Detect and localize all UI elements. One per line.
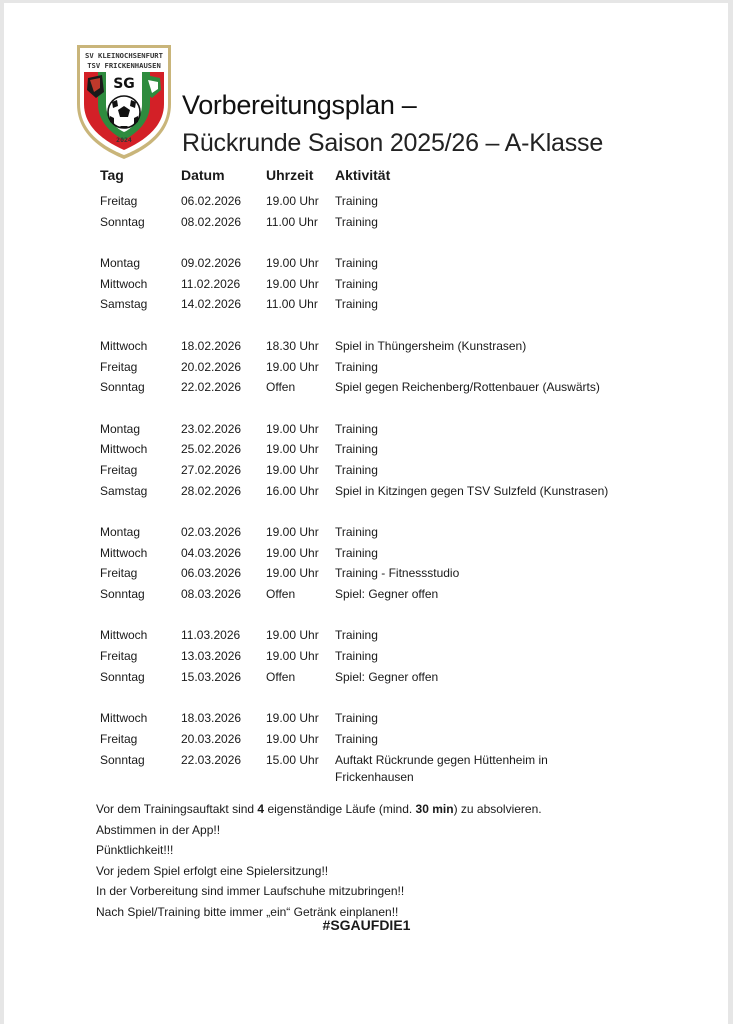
cell-aktivitaet: Training [335,194,378,208]
cell-datum: 06.03.2026 [181,566,242,581]
cell-datum: 11.03.2026 [181,628,241,643]
crest-year: 2024 [116,136,132,144]
note-line-shoes: In der Vorbereitung sind immer Laufschuhe mitzubringen!! [96,884,405,898]
cell-tag: Freitag [100,194,138,208]
notes-block [96,799,542,922]
cell-aktivitaet: Training [335,462,378,477]
cell-tag: Mittwoch [100,628,148,643]
table-row [100,584,660,605]
cell-uhrzeit: 19.00 Uhr [266,649,319,664]
table-row [100,522,660,543]
cell-uhrzeit: 19.00 Uhr [266,711,319,726]
group-spacer [100,688,660,709]
cell-uhrzeit: 19.00 Uhr [266,194,319,208]
table-row [100,377,660,398]
cell-aktivitaet: Training [335,545,378,560]
cell-uhrzeit: 16.00 Uhr [266,483,319,498]
note-line-runs [96,799,542,820]
group-spacer [100,232,660,253]
cell-tag: Sonntag [100,587,145,602]
cell-datum: 11.02.2026 [181,276,241,291]
crest-club-line-1: SV KLEINOCHSENFURT [85,51,163,60]
group-spacer [100,315,660,336]
cell-tag: Mittwoch [100,338,148,353]
cell-datum: 18.03.2026 [181,711,242,726]
cell-aktivitaet: Training [335,649,378,664]
cell-tag: Mittwoch [100,545,148,560]
note-text: Vor dem Trainingsauftakt sind [96,802,258,816]
cell-aktivitaet: Spiel gegen Reichenberg/Rottenbauer (Auswärts) [335,380,600,395]
cell-uhrzeit: 19.00 Uhr [266,628,319,643]
cell-tag: Montag [100,256,141,271]
cell-datum: 22.03.2026 [181,752,242,767]
document-page [4,3,728,1024]
title-block [182,89,603,158]
cell-datum: 06.02.2026 [181,194,242,208]
table-row [100,253,660,274]
hashtag: #SGAUFDIE1 [322,917,411,933]
cell-tag: Montag [100,525,141,539]
cell-datum: 08.02.2026 [181,214,242,229]
table-row [100,563,660,584]
cell-datum: 28.02.2026 [181,483,242,498]
cell-aktivitaet: Training [335,421,378,436]
crest-badge: SG [113,76,135,92]
header-aktivitaet: Aktivität [335,167,391,183]
table-row [100,212,660,233]
cell-uhrzeit: 11.00 Uhr [266,214,318,229]
cell-aktivitaet: Training [335,711,378,726]
note-text: eigenständige Läufe (mind. [264,802,416,816]
cell-tag: Freitag [100,462,138,477]
header-tag: Tag [100,167,124,183]
table-row [100,708,660,729]
table-row [100,543,660,564]
cell-aktivitaet: Spiel: Gegner offen [335,587,439,602]
cell-datum: 27.02.2026 [181,462,242,477]
group-spacer [100,501,660,522]
cell-aktivitaet: Training [335,276,378,291]
cell-uhrzeit: 19.00 Uhr [266,442,319,457]
cell-tag: Freitag [100,731,138,746]
cell-aktivitaet: Spiel in Kitzingen gegen TSV Sulzfeld (Kunstrasen) [335,483,609,498]
cell-uhrzeit: 19.00 Uhr [266,545,319,560]
cell-tag: Mittwoch [100,711,148,726]
cell-datum: 09.02.2026 [181,256,242,271]
group-spacer [100,605,660,626]
cell-datum: 08.03.2026 [181,587,242,602]
cell-tag: Sonntag [100,669,145,684]
table-header-row [100,164,660,188]
cell-uhrzeit: 19.00 Uhr [266,421,319,436]
cell-uhrzeit: 18.30 Uhr [266,338,319,353]
table-row [100,191,660,212]
table-row [100,625,660,646]
cell-tag: Freitag [100,359,138,374]
cell-aktivitaet: Training [335,359,378,374]
cell-uhrzeit: Offen [266,587,296,602]
cell-tag: Montag [100,421,141,436]
cell-datum: 15.03.2026 [181,669,242,684]
group-spacer [100,398,660,419]
cell-tag: Mittwoch [100,442,148,457]
cell-aktivitaet: Spiel in Thüngersheim (Kunstrasen) [335,338,527,353]
cell-datum: 25.02.2026 [181,442,242,457]
cell-aktivitaet: Training [335,525,378,539]
cell-uhrzeit: 19.00 Uhr [266,256,319,271]
cell-uhrzeit: 19.00 Uhr [266,359,319,374]
cell-aktivitaet: Training - Fitnessstudio [335,566,460,581]
crest-club-line-2: TSV FRICKENHAUSEN [87,61,161,70]
table-row [100,357,660,378]
table-row [100,439,660,460]
cell-uhrzeit: 19.00 Uhr [266,566,319,581]
table-row [100,646,660,667]
cell-aktivitaet: Training [335,731,378,746]
cell-aktivitaet: Spiel: Gegner offen [335,669,439,684]
cell-uhrzeit: 19.00 Uhr [266,525,319,539]
cell-datum: 04.03.2026 [181,545,242,560]
cell-aktivitaet: Training [335,442,378,457]
cell-datum: 13.03.2026 [181,649,242,664]
cell-uhrzeit: 19.00 Uhr [266,276,319,291]
cell-uhrzeit: 19.00 Uhr [266,462,319,477]
table-row [100,294,660,315]
cell-aktivitaet: Training [335,256,378,271]
table-row [100,667,660,688]
table-row [100,460,660,481]
cell-tag: Freitag [100,649,138,664]
note-bold-count: 4 [257,802,265,816]
cell-uhrzeit: 19.00 Uhr [266,731,319,746]
cell-aktivitaet: Training [335,628,378,643]
table-row [100,750,660,787]
header-datum: Datum [181,167,225,183]
note-line-punctuality: Pünktlichkeit!!! [96,843,174,857]
schedule-table [100,164,660,787]
cell-uhrzeit: Offen [266,669,296,684]
cell-tag: Samstag [100,297,148,312]
cell-datum: 23.02.2026 [181,421,242,436]
cell-datum: 02.03.2026 [181,525,242,539]
cell-datum: 18.02.2026 [181,338,242,353]
cell-datum: 22.02.2026 [181,380,242,395]
cell-tag: Mittwoch [100,276,148,291]
table-row [100,729,660,750]
cell-tag: Sonntag [100,380,145,395]
header-uhrzeit: Uhrzeit [266,167,314,183]
cell-datum: 20.02.2026 [181,359,242,374]
table-row [100,419,660,440]
page-title: Vorbereitungsplan – [182,90,417,120]
cell-tag: Freitag [100,566,138,581]
table-row [100,274,660,295]
cell-datum: 20.03.2026 [181,731,242,746]
note-line-vote: Abstimmen in der App!! [96,822,221,837]
cell-aktivitaet: Training [335,297,378,312]
cell-uhrzeit: 15.00 Uhr [266,752,319,767]
cell-tag: Sonntag [100,752,145,767]
note-text: ) zu absolvieren. [453,802,542,816]
table-row [100,336,660,357]
cell-aktivitaet: Training [335,214,378,229]
note-bold-duration: 30 min [415,802,454,816]
cell-uhrzeit: 11.00 Uhr [266,297,318,312]
cell-datum: 14.02.2026 [181,297,242,312]
page-subtitle: Rückrunde Saison 2025/26 – A-Klasse [182,129,604,157]
note-line-meeting: Vor jedem Spiel erfolgt eine Spielersitzung!! [96,863,329,878]
note-line-drink: Nach Spiel/Training bitte immer „ein“ Getränk einplanen!! [96,904,399,919]
cell-tag: Samstag [100,483,148,498]
club-crest-logo [74,42,174,162]
cell-uhrzeit: Offen [266,380,296,395]
cell-tag: Sonntag [100,214,145,229]
table-row [100,481,660,502]
cell-aktivitaet: Auftakt Rückrunde gegen Hüttenheim in Frickenhausen [335,752,548,784]
